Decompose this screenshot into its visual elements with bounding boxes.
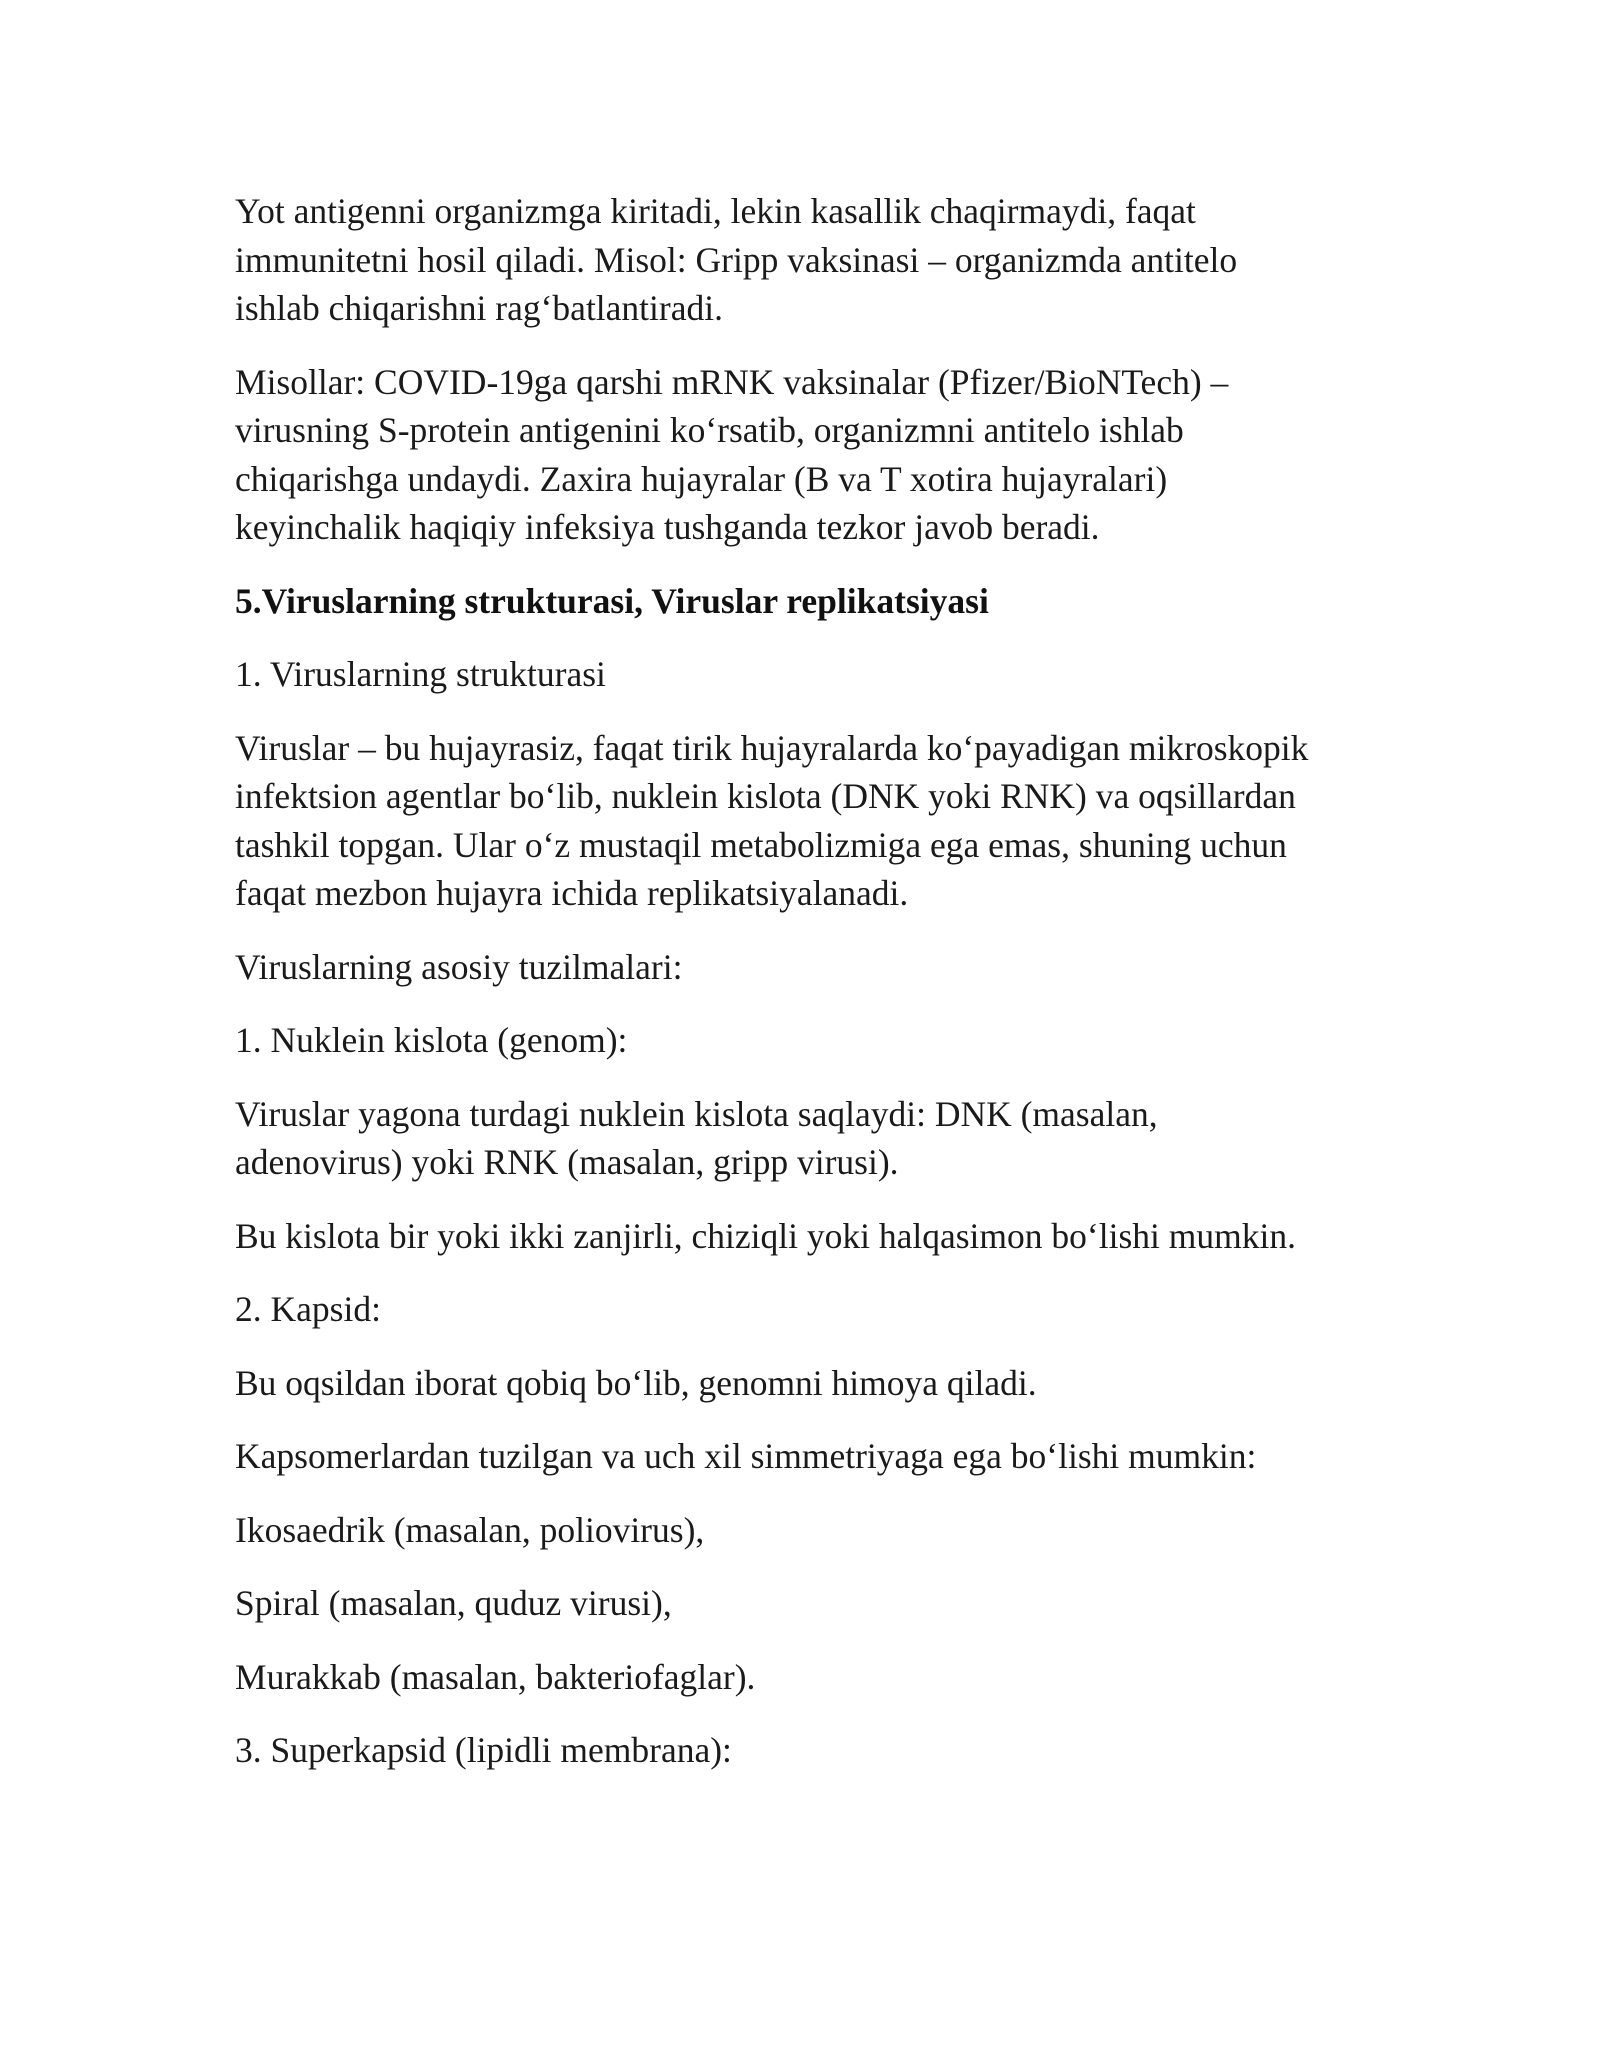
- text-line: infektsion agentlar bo‘lib, nuklein kislota (DNK yoki RNK) va oqsillardan: [235, 776, 1296, 816]
- item-capsid-title: 2. Kapsid:: [235, 1289, 381, 1329]
- structures-title: Viruslarning asosiy tuzilmalari:: [235, 946, 683, 987]
- paragraph-virus-intro: [235, 724, 1365, 918]
- text-line: adenovirus) yoki RNK (masalan, gripp virusi).: [235, 1142, 899, 1182]
- symmetry-icosahedral: Ikosaedrik (masalan, poliovirus),: [235, 1509, 705, 1550]
- paragraph-vaccine-mechanism: [235, 187, 1365, 333]
- text-line: Viruslar – bu hujayrasiz, faqat tirik hujayralarda ko‘payadigan mikroskopik: [235, 727, 1309, 768]
- text-line: keyinchalik haqiqiy infeksiya tushganda tezkor javob beradi.: [235, 507, 1100, 547]
- text-line: Viruslar yagona turdagi nuklein kislota saqlaydi: DNK (masalan,: [235, 1093, 1158, 1134]
- subheading-virus-structure: 1. Viruslarning strukturasi: [235, 654, 606, 694]
- text-line: Misollar: COVID-19ga qarshi mRNK vaksinalar (Pfizer/BioNTech) –: [235, 361, 1229, 402]
- paragraph-capsomers: Kapsomerlardan tuzilgan va uch xil simmetriyaga ega bo‘lishi mumkin:: [235, 1436, 1257, 1476]
- text-line: chiqarishga undaydi. Zaxira hujayralar (B va T xotira hujayralari): [235, 458, 1168, 499]
- text-line: ishlab chiqarishni rag‘batlantiradi.: [235, 288, 723, 328]
- text-line: Yot antigenni organizmga kiritadi, lekin kasallik chaqirmaydi, faqat: [235, 191, 1196, 231]
- symmetry-spiral: Spiral (masalan, quduz virusi),: [235, 1583, 672, 1623]
- paragraph-mrna-examples: [235, 358, 1365, 552]
- document-body: [235, 187, 1365, 1800]
- text-line: tashkil topgan. Ular o‘z mustaqil metabolizmiga ega emas, shuning uchun: [235, 824, 1287, 865]
- paragraph-capsid: Bu oqsildan iborat qobiq bo‘lib, genomni himoya qiladi.: [235, 1362, 1037, 1403]
- section-heading: 5.Viruslarning strukturasi, Viruslar replikatsiyasi: [235, 580, 989, 621]
- paragraph-nucleic-acid-forms: Bu kislota bir yoki ikki zanjirli, chiziqli yoki halqasimon bo‘lishi mumkin.: [235, 1215, 1296, 1256]
- text-line: immunitetni hosil qiladi. Misol: Gripp vaksinasi – organizmda antitelo: [235, 239, 1238, 280]
- text-line: virusning S-protein antigenini ko‘rsatib, organizmni antitelo ishlab: [235, 410, 1184, 450]
- symmetry-complex: Murakkab (masalan, bakteriofaglar).: [235, 1656, 756, 1697]
- item-supercapsid-title: 3. Superkapsid (lipidli membrana):: [235, 1730, 732, 1770]
- item-nucleic-acid-title: 1. Nuklein kislota (genom):: [235, 1020, 628, 1060]
- text-line: faqat mezbon hujayra ichida replikatsiyalanadi.: [235, 873, 909, 913]
- paragraph-nucleic-acid: [235, 1090, 1365, 1187]
